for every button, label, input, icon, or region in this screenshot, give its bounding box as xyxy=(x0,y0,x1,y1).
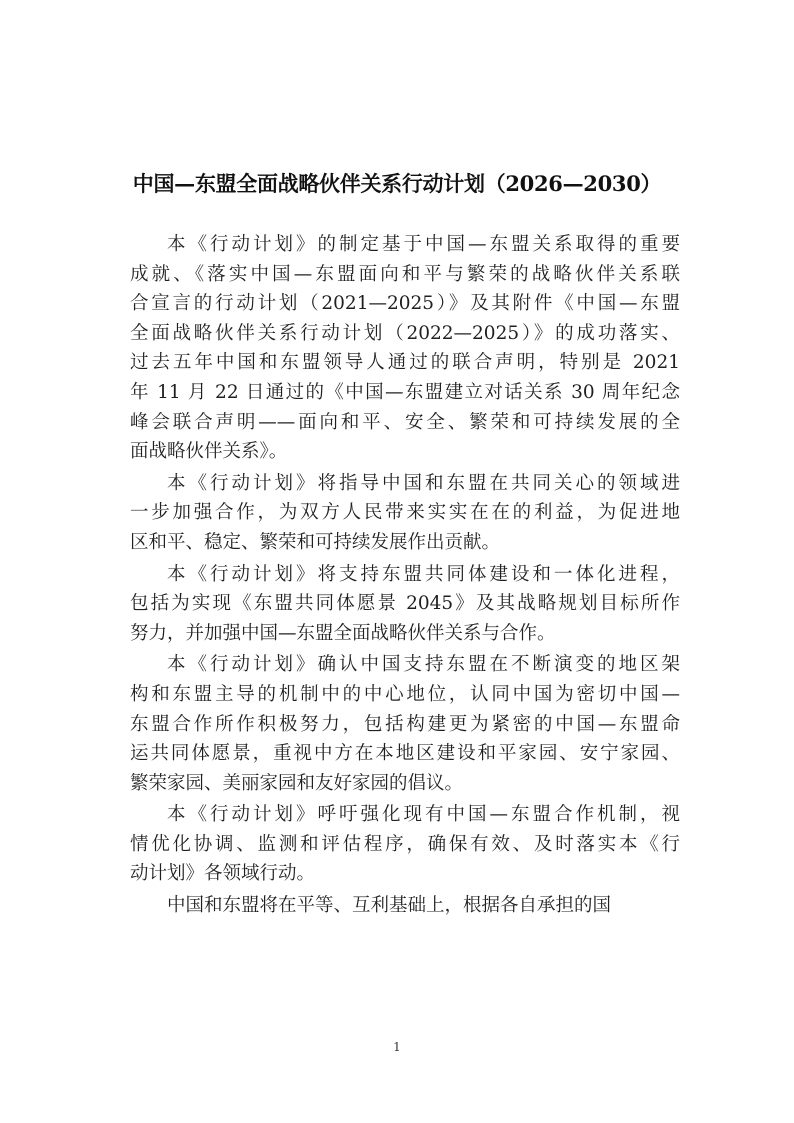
paragraph-line: 一步加强合作，为双方人民带来实实在在的利益，为促进地 xyxy=(130,502,680,524)
paragraph-line: 本《行动计划》将支持东盟共同体建设和一体化进程， xyxy=(167,563,680,585)
paragraph-line: 包括为实现《东盟共同体愿景 2045》及其战略规划目标所作 xyxy=(130,593,680,615)
paragraph-line: 面战略伙伴关系》。 xyxy=(130,441,288,463)
paragraph-line: 本《行动计划》将指导中国和东盟在共同关心的领域进 xyxy=(167,472,680,494)
paragraph xyxy=(130,650,680,798)
document-body xyxy=(130,230,680,921)
paragraph-line: 中国和东盟将在平等、互利基础上，根据各自承担的国 xyxy=(167,895,612,917)
paragraph-line: 构和东盟主导的机制中的中心地位，认同中国为密切中国— xyxy=(130,683,680,705)
document-title: 中国—东盟全面战略伙伴关系行动计划（2026—2030） xyxy=(132,171,662,196)
paragraph xyxy=(130,560,680,649)
paragraph-line: 繁荣家园、美丽家园和友好家园的倡议。 xyxy=(130,772,464,794)
paragraph-line: 动计划》各领域行动。 xyxy=(130,863,316,885)
paragraph-line: 本《行动计划》确认中国支持东盟在不断演变的地区架 xyxy=(167,654,680,676)
paragraph xyxy=(130,230,680,467)
paragraph-line: 努力，并加强中国—东盟全面战略伙伴关系与合作。 xyxy=(130,622,556,644)
paragraph-line: 年 11 月 22 日通过的《中国—东盟建立对话关系 30 周年纪念 xyxy=(130,381,680,403)
paragraph xyxy=(130,800,680,889)
paragraph-line: 区和平、稳定、繁荣和可持续发展作出贡献。 xyxy=(130,531,501,553)
paragraph-line: 东盟合作所作积极努力，包括构建更为紧密的中国—东盟命 xyxy=(130,713,680,735)
paragraph-line: 成就、《落实中国—东盟面向和平与繁荣的战略伙伴关系联 xyxy=(130,263,680,285)
paragraph xyxy=(130,891,680,921)
paragraph-line: 本《行动计划》的制定基于中国—东盟关系取得的重要 xyxy=(167,234,680,255)
paragraph-line: 峰会联合声明——面向和平、安全、繁荣和可持续发展的全 xyxy=(130,411,680,433)
paragraph-line: 合宣言的行动计划（2021—2025）》及其附件《中国—东盟 xyxy=(130,293,680,315)
paragraph-line: 本《行动计划》呼吁强化现有中国—东盟合作机制，视 xyxy=(167,804,680,826)
paragraph-line: 全面战略伙伴关系行动计划（2022—2025）》的成功落实、 xyxy=(130,322,680,344)
paragraph-line: 情优化协调、监测和评估程序，确保有效、及时落实本《行 xyxy=(130,833,680,855)
paragraph-line: 运共同体愿景，重视中方在本地区建设和平家园、安宁家园、 xyxy=(130,743,680,765)
page-number: 1 xyxy=(393,1040,401,1054)
paragraph xyxy=(130,469,680,558)
paragraph-line: 过去五年中国和东盟领导人通过的联合声明，特别是 2021 xyxy=(130,352,680,374)
